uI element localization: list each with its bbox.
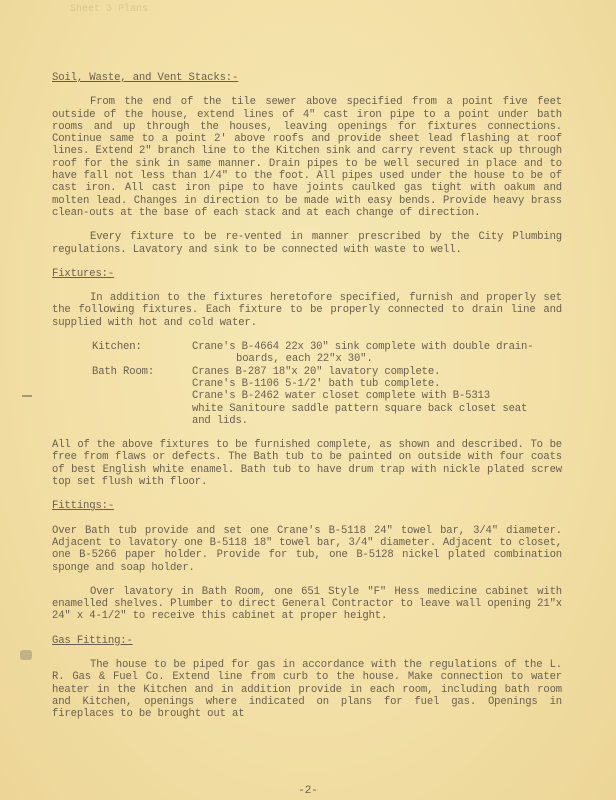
paragraph: Every fixture to be re-vented in manner prescribed by the City Plumbing regulations. Lavatory and sink to be connected with waste to well. (52, 231, 562, 256)
spec-line: and lids. (192, 414, 248, 427)
spec-line: Crane's B-1106 5-1/2' bath tub complete. (192, 377, 441, 390)
paragraph: In addition to the fixtures heretofore specified, furnish and properly set the following fixtures. Each fixture to be properly connected to drain line and supplied with hot and cold water. (52, 292, 562, 329)
margin-stain (20, 650, 32, 660)
spec-label-bath-room: Bath Room: (92, 365, 155, 378)
paragraph: Over Bath tub provide and set one Crane's B-5118 24" towel bar, 3/4" diameter. Adjacent to lavatory one B-5118 18" towel bar, 3/4" diameter. Adjacent to closet, one B-5266 paper holder. Provide for tub, one B-5128 nickel plated combination sponge and soap holder. (52, 524, 562, 574)
spec-line: Cranes B-287 18"x 20" lavatory complete. (192, 365, 441, 378)
section-fixtures (52, 268, 562, 488)
paragraph: The house to be piped for gas in accordance with the regulations of the L. R. Gas & Fuel Co. Extend line from curb to the house. Make connection to water heater in the Kitchen and in addition provide in each room, including bath room and Kitchen, openings where indicated on plans for fuel gas. Openings in fireplaces to be brought out at (52, 658, 562, 721)
spec-line: Crane's B-2462 water closet complete with B-5313 (192, 390, 490, 403)
margin-mark (22, 395, 32, 397)
section-fittings (52, 500, 562, 622)
section-gas-fitting (52, 635, 562, 721)
faded-header-text: Sheet 3 Plans (70, 4, 149, 15)
spec-line: white Sanitoure saddle pattern square back closet seat (192, 402, 528, 415)
section-heading: Gas Fitting:- (52, 634, 133, 647)
paragraph: From the end of the tile sewer above specified from a point five feet outside of the house, extend lines of 4" cast iron pipe to a point under bath rooms and up through the houses, leaving openings for fixtures connections. Continue same to a point 2' above roofs and provide sheet lead flashing at roof lines. Extend 2" branch line to the Kitchen sink and carry revent stack up through roof for the sink in same manner. Drain pipes to be well secured in place and to have fall not less than 1/4" to the foot. All pipes used under the house to be of cast iron. All cast iron pipe to have joints caulked gas tight with oakum and molten lead. Changes in direction to be made with easy bends. Provide heavy brass clean-outs at the base of each stack and at each change of direction. (52, 96, 562, 219)
fixture-spec-list (92, 341, 562, 427)
document-body (52, 72, 562, 732)
paragraph: All of the above fixtures to be furnished complete, as shown and described. To be free from flaws or defects. The Bath tub to be painted on outside with four coats of best English white enamel. Bath tub to have drum trap with nickle plated screw top set flush with floor. (52, 439, 562, 489)
spec-line: boards, each 22"x 30". (236, 353, 373, 366)
spec-lines-kitchen (192, 341, 562, 366)
spec-line: Crane's B-4664 22x 30" sink complete with double drain- (192, 341, 534, 354)
section-heading: Soil, Waste, and Vent Stacks:- (52, 72, 239, 84)
section-soil-waste-vent (52, 72, 562, 256)
spec-lines-bath-room (192, 366, 562, 427)
section-heading: Fittings:- (52, 500, 115, 513)
section-heading: Fixtures:- (52, 267, 115, 280)
spec-label-kitchen: Kitchen: (92, 341, 142, 354)
paragraph: Over lavatory in Bath Room, one 651 Style "F" Hess medicine cabinet with enamelled shelves. Plumber to direct General Contractor to leave wall opening 21"x 24" x 4-1/2" to receive this cabinet at proper height. (52, 585, 562, 623)
page-number: -2- (298, 785, 318, 797)
